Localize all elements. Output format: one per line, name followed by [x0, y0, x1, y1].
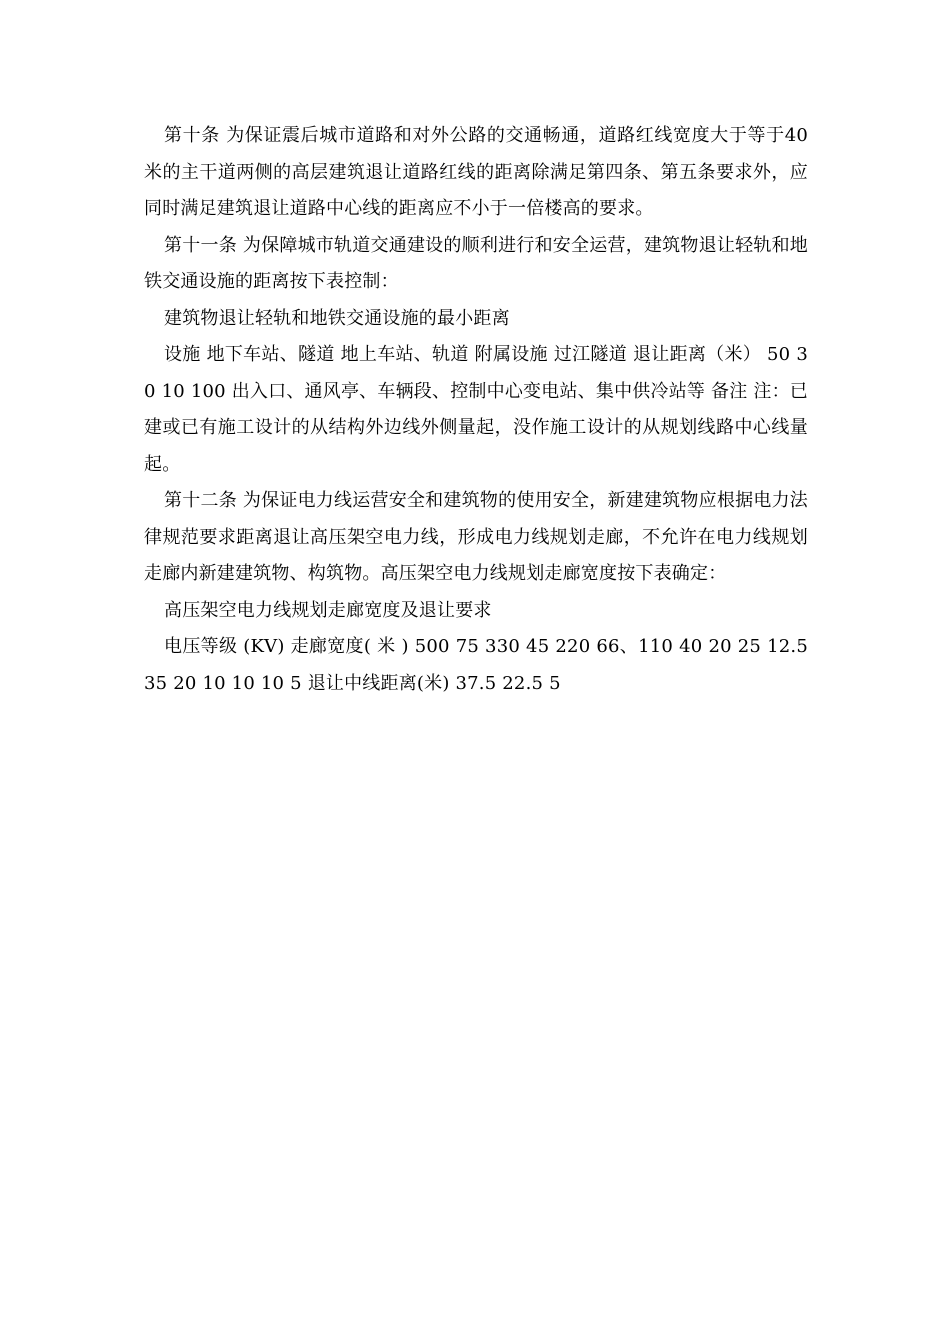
document-page: [144, 118, 808, 702]
power-corridor-table-title: 高压架空电力线规划走廊宽度及退让要求: [164, 599, 492, 621]
article-10-paragraph: 第十条 为保证震后城市道路和对外公路的交通畅通，道路红线宽度大于等于40米的主干道两侧的高层建筑退让道路红线的距离除满足第四条、第五条要求外，应同时满足建筑退让道路中心线的距离应不小于一倍楼高的要求。: [144, 125, 808, 219]
rail-distance-table-content: 设施 地下车站、隧道 地上车站、轨道 附属设施 过江隧道 退让距离（米） 50 30 10 100 出入口、通风亭、车辆段、控制中心变电站、集中供冷站等 备注 注：已建或已有施工设计的从结构外边线外侧量起，没作施工设计的从规划线路中心线量起。: [144, 344, 808, 475]
rail-distance-table-title: 建筑物退让轻轨和地铁交通设施的最小距离: [164, 307, 510, 329]
article-11-paragraph: 第十一条 为保障城市轨道交通建设的顺利进行和安全运营，建筑物退让轻轨和地铁交通设施的距离按下表控制：: [144, 234, 808, 292]
article-12-paragraph: 第十二条 为保证电力线运营安全和建筑物的使用安全，新建建筑物应根据电力法律规范要求距离退让高压架空电力线，形成电力线规划走廊，不允许在电力线规划走廊内新建建筑物、构筑物。高压架空电力线规划走廊宽度按下表确定：: [144, 490, 808, 584]
power-corridor-table-content: 电压等级 (KV) 走廊宽度( 米 ) 500 75 330 45 220 66、110 40 20 25 12.5 35 20 10 10 10 5 退让中线距离(米) 37.5 22.5 5: [144, 636, 808, 694]
